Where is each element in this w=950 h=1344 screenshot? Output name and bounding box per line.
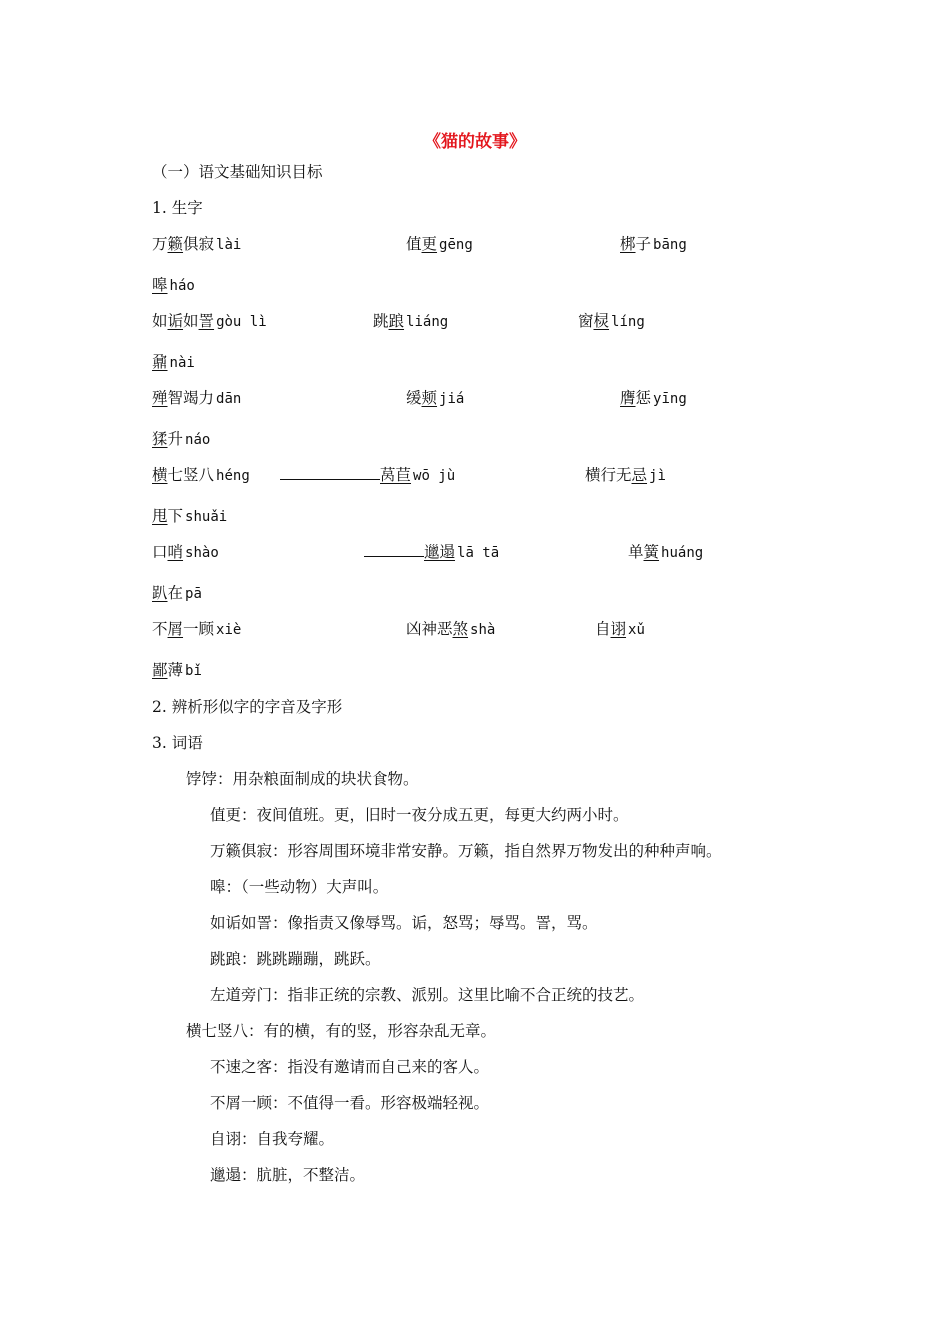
char-entry: 趴在 pā	[152, 584, 202, 602]
char-entry: 甩下 shuǎi	[152, 507, 228, 525]
vocab-entry: 不屑一顾：不值得一看。形容极端轻视。	[210, 1094, 490, 1112]
char-entry: 跳踉 liáng	[373, 312, 449, 330]
char-entry: 如诟如詈 gòu lì	[152, 312, 267, 330]
vocab-entry: 嗥：（一些动物）大声叫。	[210, 878, 389, 896]
part1-heading: 1. 生字	[152, 199, 203, 217]
part2-heading: 2. 辨析形似字的字音及字形	[152, 698, 343, 716]
part3-heading: 3. 词语	[152, 734, 203, 752]
char-entry: 殚智竭力 dān	[152, 389, 242, 407]
char-entry: 值更 gēng	[406, 235, 473, 253]
vocab-entry: 横七竖八：有的横，有的竖，形容杂乱无章。	[186, 1022, 497, 1040]
char-entry: 嗥 háo	[152, 276, 195, 294]
char-entry: 不屑一顾 xiè	[152, 620, 242, 638]
char-entry: 鄙薄 bǐ	[152, 661, 202, 679]
document-title: 《猫的故事》	[424, 132, 526, 152]
section-heading: （一）语文基础知识目标	[152, 163, 323, 181]
fill-blank-line	[280, 465, 380, 480]
char-entry: 万籁俱寂 lài	[152, 235, 242, 253]
vocab-entry: 万籁俱寂：形容周围环境非常安静。万籁，指自然界万物发出的种种声响。	[210, 842, 722, 860]
char-entry: 鼐 nài	[152, 353, 195, 371]
char-entry: 邋遢 lā tā	[364, 542, 499, 563]
char-entry: 凶神恶煞 shà	[406, 620, 496, 638]
char-entry: 横行无忌 jì	[585, 466, 666, 484]
vocab-entry: 跳踉：跳跳蹦蹦，跳跃。	[210, 950, 381, 968]
char-entry: 口哨 shào	[152, 543, 219, 561]
char-entry: 膺惩 yīng	[620, 389, 687, 407]
char-entry: 自诩 xǔ	[595, 620, 645, 638]
char-entry: 横七竖八 héng	[152, 466, 250, 484]
vocab-entry: 自诩：自我夸耀。	[210, 1130, 335, 1148]
vocab-entry: 如诟如詈：像指责又像辱骂。诟，怒骂；辱骂。詈，骂。	[210, 914, 598, 932]
char-entry: 单簧 huáng	[628, 543, 704, 561]
vocab-entry: 不速之客：指没有邀请而自己来的客人。	[210, 1058, 490, 1076]
char-entry: 猱升 náo	[152, 430, 211, 448]
vocab-entry: 左道旁门：指非正统的宗教、派别。这里比喻不合正统的技艺。	[210, 986, 645, 1004]
char-entry: 窗棂 líng	[578, 312, 645, 330]
vocab-entry: 值更：夜间值班。更，旧时一夜分成五更，每更大约两小时。	[210, 806, 629, 824]
char-entry: 梆子 bāng	[620, 235, 687, 253]
char-entry: 缓颊 jiá	[406, 389, 465, 407]
char-entry: 莴苣 wō jù	[280, 465, 455, 486]
vocab-entry: 邋遢：肮脏，不整洁。	[210, 1166, 366, 1184]
vocab-entry: 饽饽：用杂粮面制成的块状食物。	[186, 770, 419, 788]
fill-blank-line	[364, 542, 424, 557]
